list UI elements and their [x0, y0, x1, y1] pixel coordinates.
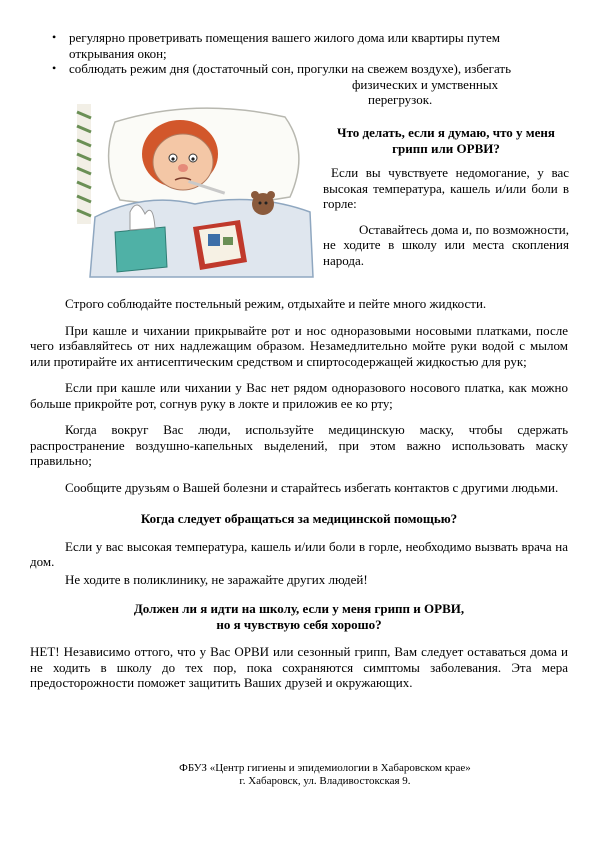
list-item-text: перегрузок.: [368, 92, 433, 107]
footer: [170, 762, 480, 788]
footer-address: г. Хабаровск, ул. Владивостокская 9.: [239, 775, 411, 787]
list-item-text: открывания окон;: [69, 45, 167, 61]
right-column: [323, 125, 569, 278]
paragraph: Не ходите в поликлинику, не заражайте других людей!: [65, 571, 368, 587]
book-icon: [193, 220, 247, 270]
list-item-text: регулярно проветривать помещения вашего жилого дома или квартиры путем: [69, 30, 500, 45]
paragraph: Если при кашле или чихании у Вас нет рядом одноразового носового платка, как можно больше прикройте рот, согнув руку в локте и приложив ее ко рту;: [30, 380, 568, 411]
sick-child-illustration: [75, 92, 315, 282]
bullet-icon: •: [52, 30, 57, 44]
paragraph: Когда вокруг Вас люди, используйте медицинскую маску, чтобы сдержать распространение воздушно-капельных выделений, при этом важно использовать маску правильно;: [30, 422, 568, 468]
paragraph: Строго соблюдайте постельный режим, отдыхайте и пейте много жидкости.: [65, 296, 487, 311]
paragraph: Оставайтесь дома и, по возможности, не ходите в школу или места скопления народа.: [323, 221, 569, 268]
paragraph: Если у вас высокая температура, кашель и/или боли в горле, необходимо вызвать врача на дом.: [30, 538, 568, 569]
paragraph: Если вы чувствуете недомогание, у вас высокая температура, кашель и/или боли в горле:: [323, 165, 569, 211]
striped-pole-icon: [77, 104, 91, 224]
section-heading: [30, 601, 568, 632]
section-heading: Когда следует обращаться за медицинской помощью?: [140, 511, 458, 526]
bullet-icon: •: [52, 61, 57, 75]
paragraph: При кашле и чихании прикрывайте рот и нос одноразовыми носовыми платками, после чего избавляйтесь от них надлежащим образом. Незамедлительно мойте руки водой с мылом или протирайте их антисептическим средством и спиртосодержащей жидкостью для рук;: [30, 322, 568, 369]
list-item-text: соблюдать режим дня (достаточный сон, прогулки на свежем воздухе), избегать: [69, 61, 512, 76]
paragraph: Сообщите друзьям о Вашей болезни и старайтесь избегать контактов с другими людьми.: [65, 479, 559, 495]
list-item: [52, 30, 557, 61]
section-heading: Что делать, если я думаю, что у меня грипп или ОРВИ?: [337, 125, 555, 156]
heading-line: Должен ли я идти на школу, если у меня грипп и ОРВИ,: [133, 601, 465, 616]
list-item-text: физических и умственных: [352, 76, 499, 92]
heading-line: но я чувствую себя хорошо?: [216, 616, 382, 632]
main-body: [30, 296, 568, 702]
paragraph: НЕТ! Независимо оттого, что у Вас ОРВИ или сезонный грипп, Вам следует оставаться дома и не ходить в школу до тех пор, пока сохраняются симптомы заболевания. Эта мера предосторожности поможет защитить Ваших друзей и окружающих.: [30, 644, 568, 690]
footer-organization: ФБУЗ «Центр гигиены и эпидемиологии в Хабаровском крае»: [179, 762, 471, 774]
